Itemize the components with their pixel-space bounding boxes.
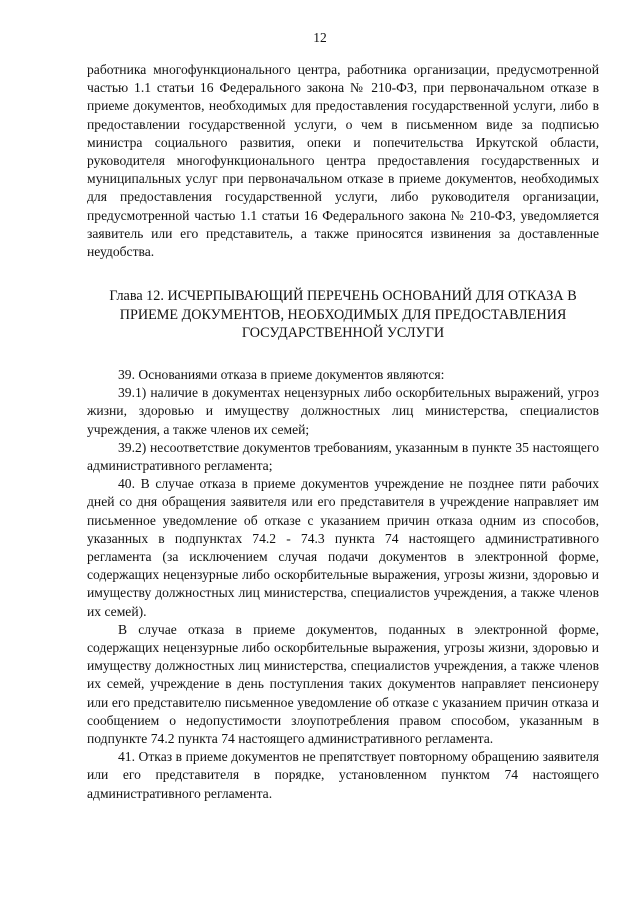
paragraph-39-2: 39.2) несоответствие документов требованиям, указанным в пункте 35 настоящего административного регламента; (87, 439, 599, 474)
chapter-heading: Глава 12. ИСЧЕРПЫВАЮЩИЙ ПЕРЕЧЕНЬ ОСНОВАНИЙ ДЛЯ ОТКАЗА В ПРИЕМЕ ДОКУМЕНТОВ, НЕОБХОДИМЫХ ДЛЯ ПРЕДОСТАВЛЕНИЯ ГОСУДАРСТВЕННОЙ УСЛУГИ (109, 288, 577, 342)
paragraph-39-1: 39.1) наличие в документах нецензурных либо оскорбительных выражений, угроз жизни, здоровью и имуществу должностных лиц министерства, специалистов учреждения, а также членов их семей; (87, 385, 599, 437)
paragraph-41: 41. Отказ в приеме документов не препятствует повторному обращению заявителя или его представителя в порядке, установленном пунктом 74 настоящего административного регламента. (87, 749, 599, 801)
paragraph-40-electronic: В случае отказа в приеме документов, поданных в электронной форме, содержащих нецензурные либо оскорбительные выражения, угрозы жизни, здоровью и имуществу должностных лиц министерства, специалистов учреждения, а также членов их семей, учреждение в день поступления таких документов направляет пенсионеру или его представителю письменное уведомление об отказе с указанием причин отказа и сообщением о недопустимости злоупотребления правом способом, указанным в подпункте 74.2 пункта 74 настоящего административного регламента. (87, 621, 599, 747)
page-number: 12 (313, 30, 327, 45)
document-body (87, 61, 599, 803)
paragraph-continuation: работника многофункционального центра, работника организации, предусмотренной частью 1.1 статьи 16 Федерального закона № 210-ФЗ, при первоначальном отказе в приеме документов, необходимых для предоставления государственной услуги, либо в предоставлении государственной услуги, о чем в письменном виде за подписью министра социального развития, опеки и попечительства Иркутской области, руководителя многофункционального центра предоставления государственных и муниципальных услуг при первоначальном отказе в приеме документов, необходимых для предоставления государственной услуги, либо руководителя организации, предусмотренной частью 1.1 статьи 16 Федерального закона № 210-ФЗ, уведомляется заявитель или его представитель, а также приносятся извинения за доставленные неудобства. (87, 62, 599, 260)
paragraph-39: 39. Основаниями отказа в приеме документов являются: (118, 367, 445, 383)
paragraph-40: 40. В случае отказа в приеме документов учреждение не позднее пяти рабочих дней со дня обращения заявителя или его представителя в учреждение направляет им письменное уведомление об отказе с указанием причин отказа одним из способов, указанных в подпунктах 74.2 - 74.3 пункта 74 настоящего административного регламента (за исключением случая подачи документов в электронной форме, содержащих нецензурные либо оскорбительные выражения, угрозы жизни, здоровью и имуществу должностных лиц министерства, специалистов учреждения, а также членов их семей). (87, 476, 599, 619)
